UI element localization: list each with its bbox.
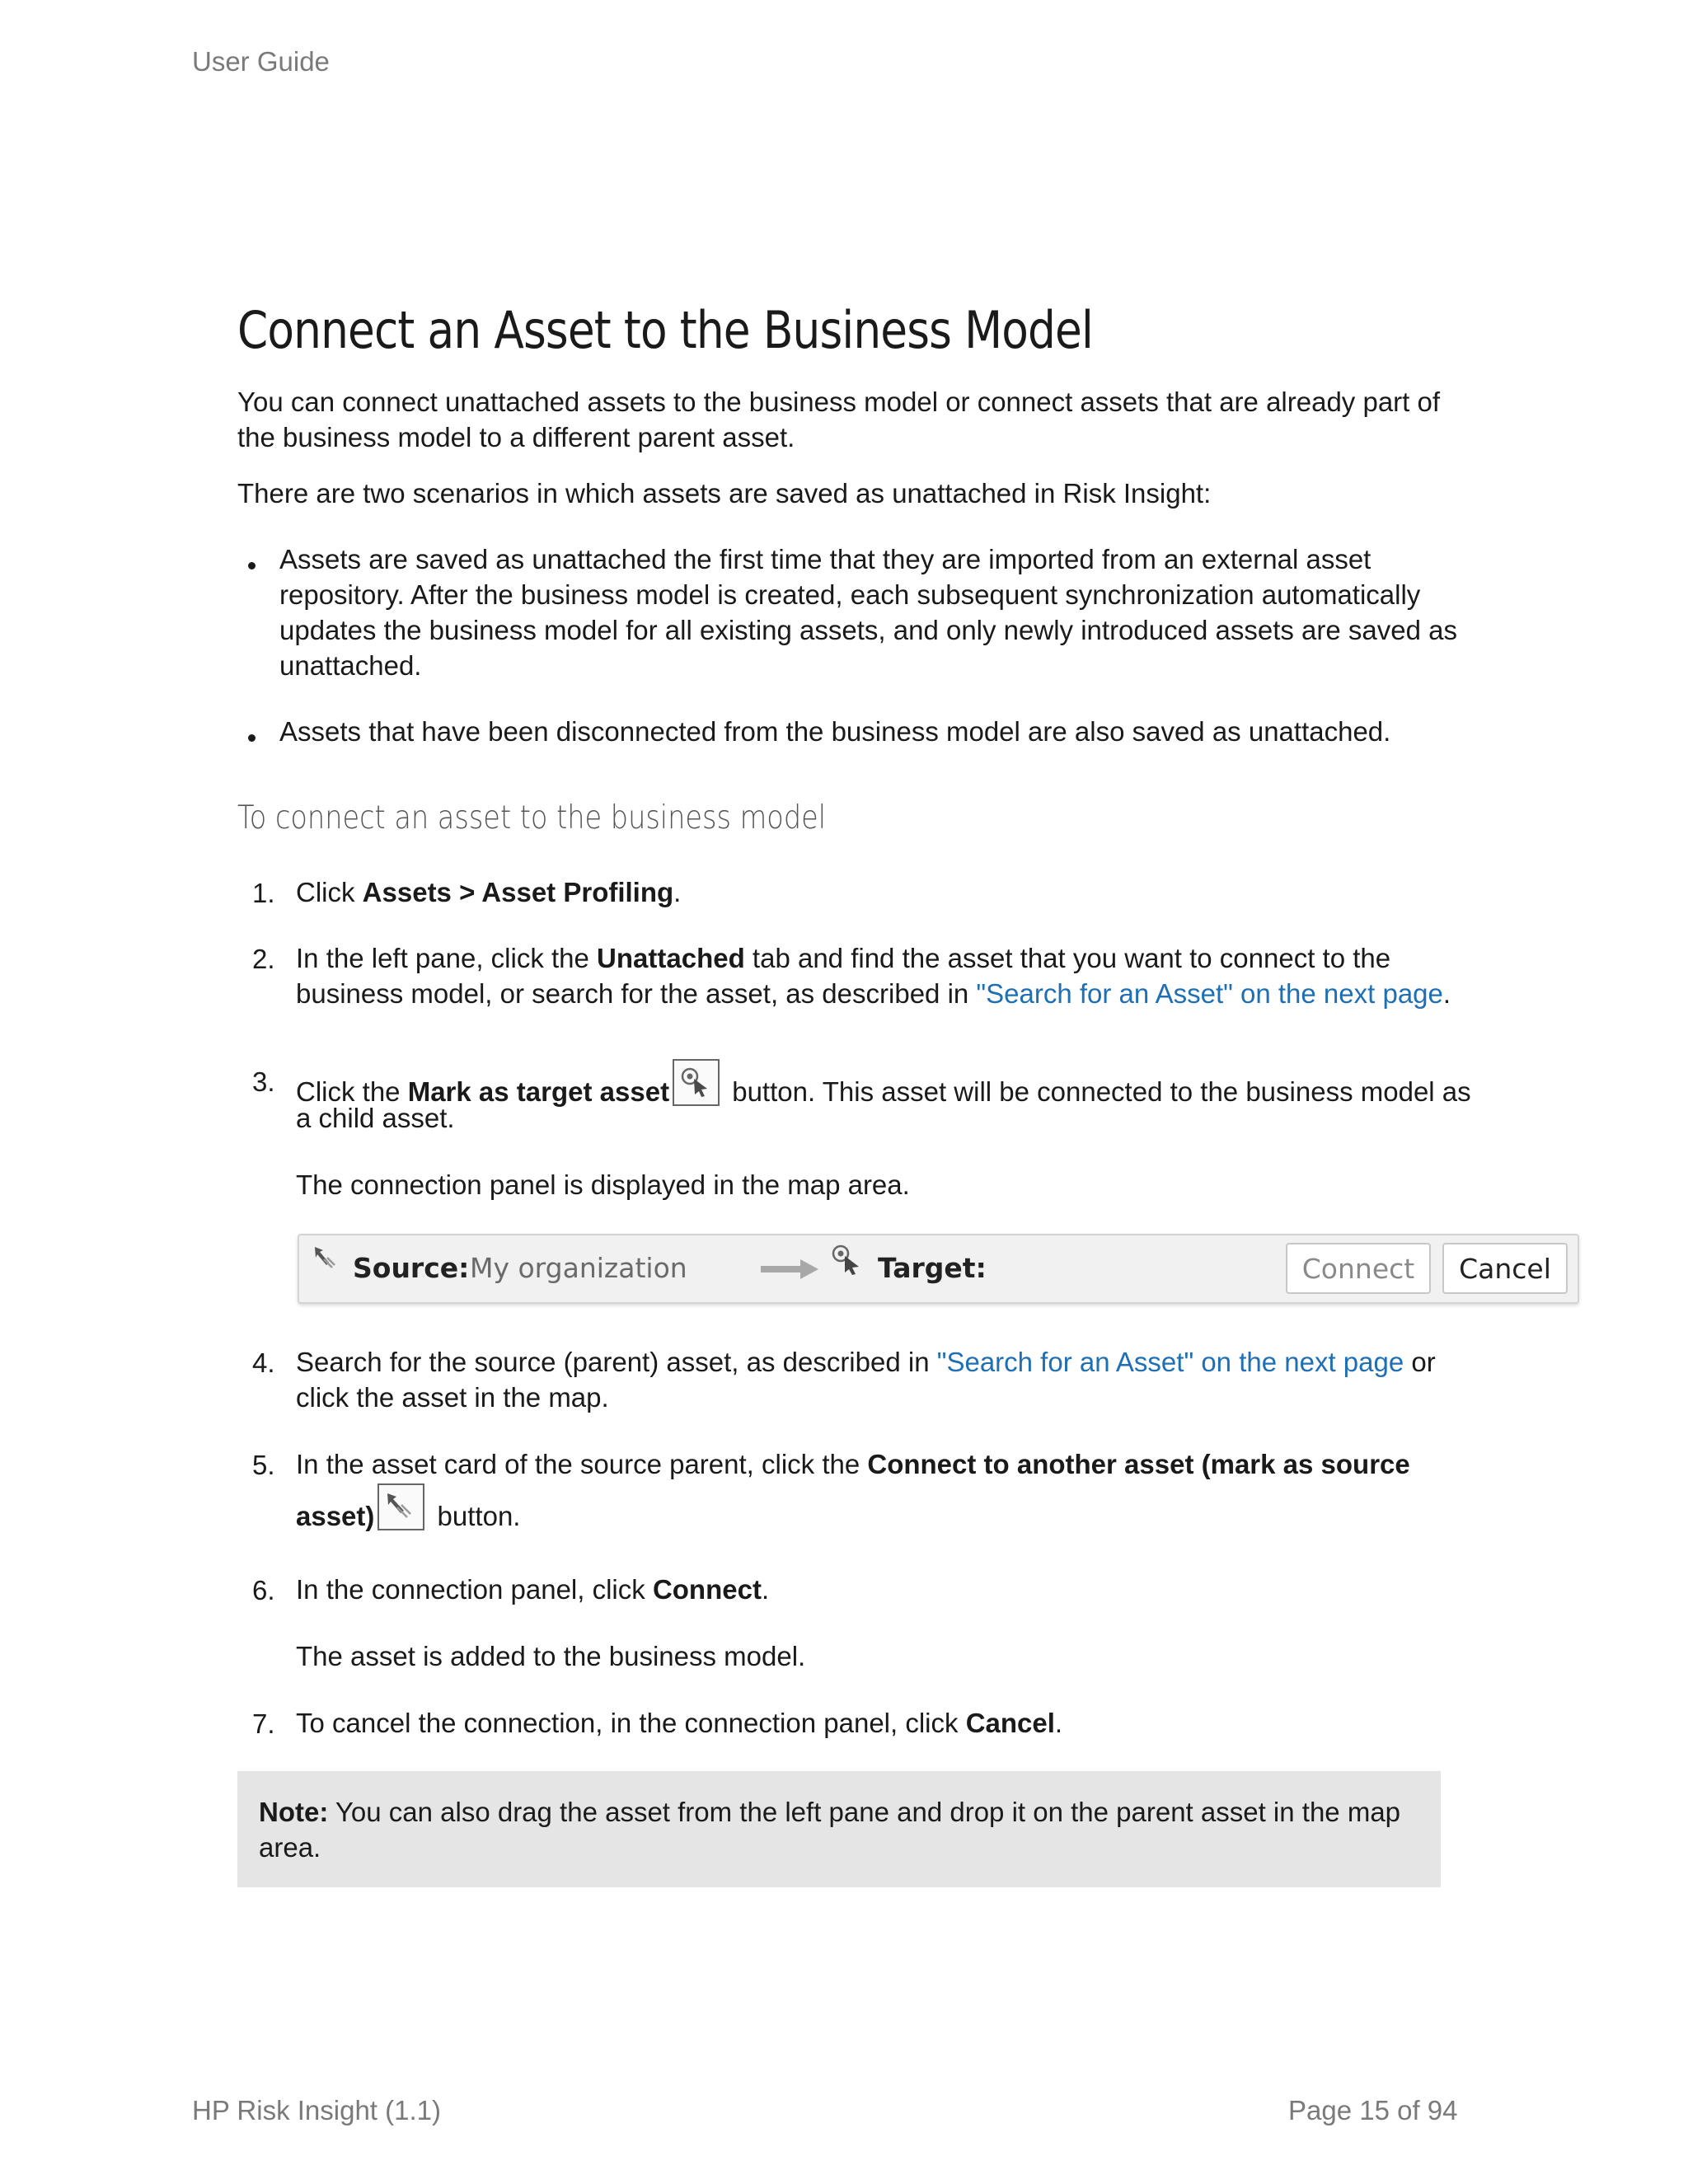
menu-path: Assets > Asset Profiling — [362, 877, 674, 907]
step-2-line-1: In the left pane, click the Unattached tab and find the asset that you want to connect to the — [296, 943, 1391, 973]
step-3-line-2: a child asset. — [296, 1103, 455, 1133]
note-line-1: Note: You can also drag the asset from the left pane and drop it on the parent asset in the map — [259, 1797, 1401, 1827]
bullet-dot — [248, 734, 256, 742]
footer-page-number: Page 15 of 94 — [1288, 2095, 1458, 2125]
bullet-1-line-3: updates the business model for all existing assets, and only newly introduced assets are saved as — [279, 615, 1457, 645]
connect-source-label: Connect to another asset (mark as source — [867, 1449, 1410, 1479]
arrow-right-icon — [761, 1257, 820, 1282]
step-number: 2. — [252, 944, 275, 974]
intro-line-1: You can connect unattached assets to the business model or connect assets that are already part of — [237, 387, 1441, 417]
step-3-line-1: Click the Mark as target asset button. This asset will be connected to the business model as — [296, 1059, 1471, 1115]
cancel-button[interactable]: Cancel — [1442, 1243, 1568, 1294]
source-pointer-icon — [312, 1244, 342, 1274]
note-box — [237, 1771, 1441, 1887]
connection-panel — [298, 1234, 1579, 1304]
step-1: Click Assets > Asset Profiling. — [296, 877, 682, 907]
unattached-tab-name: Unattached — [597, 943, 745, 973]
page-title: Connect an Asset to the Business Model — [237, 300, 1093, 360]
running-header: User Guide — [192, 46, 330, 77]
intro-line-2: the business model to a different parent asset. — [237, 422, 795, 452]
step-4-line-1: Search for the source (parent) asset, as described in "Search for an Asset" on the next page or — [296, 1347, 1436, 1377]
search-asset-link[interactable]: "Search for an Asset" on the next page — [936, 1347, 1404, 1377]
step-3-result: The connection panel is displayed in the map area. — [296, 1169, 910, 1200]
step-5-line-1: In the asset card of the source parent, click the Connect to another asset (mark as source — [296, 1449, 1410, 1479]
scenarios-intro: There are two scenarios in which assets are saved as unattached in Risk Insight: — [237, 478, 1212, 509]
note-line-2: area. — [259, 1832, 321, 1863]
step-number: 6. — [252, 1575, 275, 1605]
bullet-2-line-1: Assets that have been disconnected from the business model are also saved as unattached. — [279, 716, 1391, 747]
step-number: 5. — [252, 1450, 275, 1480]
step-number: 1. — [252, 878, 275, 908]
connect-button[interactable]: Connect — [1286, 1243, 1431, 1294]
step-2-line-2: business model, or search for the asset, as described in "Search for an Asset" on the next page. — [296, 978, 1451, 1009]
bullet-1-line-4: unattached. — [279, 650, 422, 681]
source-label: Source: — [353, 1252, 470, 1284]
bullet-dot — [248, 562, 256, 569]
step-number: 4. — [252, 1347, 275, 1378]
mark-as-source-icon — [377, 1483, 424, 1530]
target-label: Target: — [878, 1252, 987, 1284]
mark-target-label: Mark as target asset — [407, 1076, 670, 1107]
mark-as-target-icon — [673, 1059, 720, 1106]
procedure-heading: To connect an asset to the business model — [237, 799, 827, 837]
step-6-result: The asset is added to the business model. — [296, 1641, 806, 1671]
step-6: In the connection panel, click Connect. — [296, 1574, 770, 1605]
bullet-1-line-2: repository. After the business model is created, each subsequent synchronization automatically — [279, 579, 1421, 610]
footer-product: HP Risk Insight (1.1) — [192, 2095, 441, 2125]
step-5-line-2: asset) button. — [296, 1483, 520, 1540]
step-number: 3. — [252, 1066, 275, 1097]
cancel-label: Cancel — [965, 1708, 1055, 1738]
connect-label: Connect — [652, 1574, 762, 1605]
bullet-1-line-1: Assets are saved as unattached the first time that they are imported from an external asset — [279, 544, 1372, 574]
target-icon — [831, 1244, 862, 1275]
step-number: 7. — [252, 1708, 275, 1739]
source-value: My organization — [470, 1252, 687, 1284]
step-7: To cancel the connection, in the connection panel, click Cancel. — [296, 1708, 1063, 1738]
note-label: Note: — [259, 1797, 329, 1827]
step-4-line-2: click the asset in the map. — [296, 1382, 609, 1413]
search-asset-link[interactable]: "Search for an Asset" on the next page — [976, 978, 1443, 1009]
